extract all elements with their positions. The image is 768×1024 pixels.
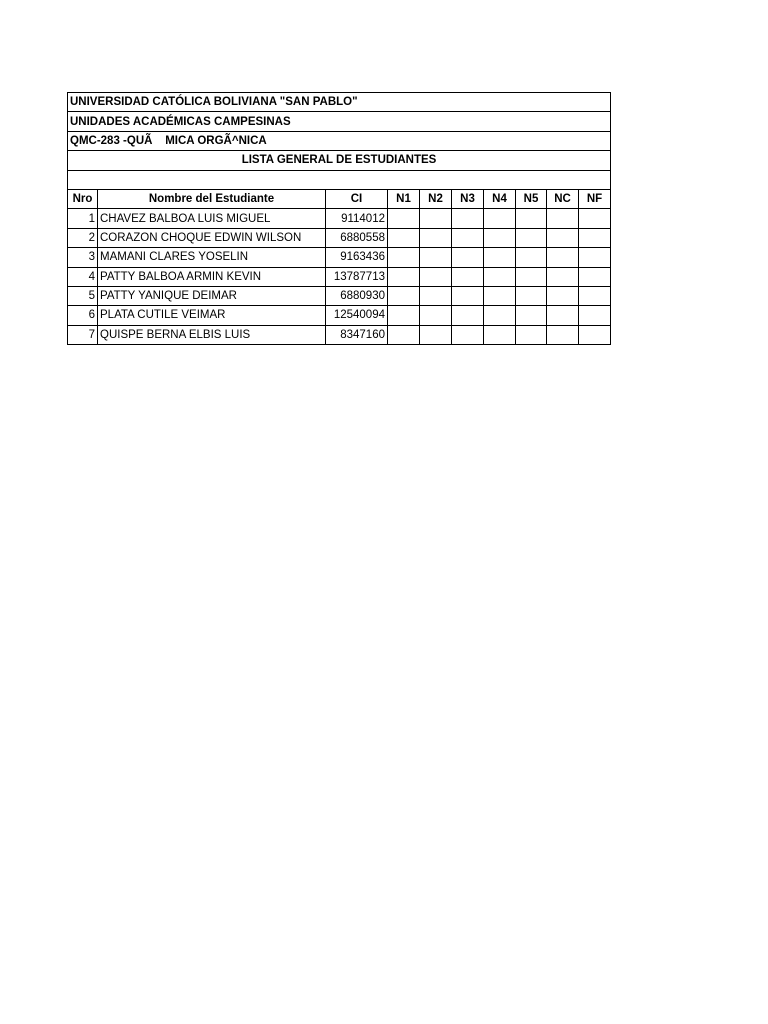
grade-n3-cell[interactable] (452, 228, 484, 247)
column-header-n3: N3 (452, 189, 484, 208)
student-nro: 7 (68, 325, 98, 344)
grade-n4-cell[interactable] (484, 248, 516, 267)
unit-row (68, 112, 611, 131)
blank-row (68, 170, 611, 189)
column-header-n5: N5 (516, 189, 547, 208)
course-name: QMC-283 -QUÃ MICA ORGÃ^NICA (68, 131, 611, 150)
student-nro: 6 (68, 306, 98, 325)
student-nro: 2 (68, 228, 98, 247)
grade-n4-cell[interactable] (484, 209, 516, 228)
grade-n5-cell[interactable] (516, 248, 547, 267)
grade-nf-cell[interactable] (579, 325, 611, 344)
grade-n5-cell[interactable] (516, 267, 547, 286)
grade-n5-cell[interactable] (516, 228, 547, 247)
student-name: QUISPE BERNA ELBIS LUIS (98, 325, 326, 344)
student-ci: 9163436 (326, 248, 388, 267)
student-list-sheet (67, 92, 610, 345)
grade-n4-cell[interactable] (484, 228, 516, 247)
grade-n1-cell[interactable] (388, 325, 420, 344)
grade-nc-cell[interactable] (547, 267, 579, 286)
table-row (68, 248, 611, 267)
column-header-n1: N1 (388, 189, 420, 208)
grade-n4-cell[interactable] (484, 267, 516, 286)
student-ci: 6880930 (326, 286, 388, 305)
grade-nc-cell[interactable] (547, 209, 579, 228)
student-nro: 5 (68, 286, 98, 305)
grade-nf-cell[interactable] (579, 267, 611, 286)
table-row (68, 267, 611, 286)
student-nro: 3 (68, 248, 98, 267)
column-header-ci: CI (326, 189, 388, 208)
grade-n1-cell[interactable] (388, 267, 420, 286)
grade-n4-cell[interactable] (484, 286, 516, 305)
grade-n2-cell[interactable] (420, 228, 452, 247)
grade-nc-cell[interactable] (547, 248, 579, 267)
grade-n1-cell[interactable] (388, 228, 420, 247)
table-row (68, 286, 611, 305)
column-header-n4: N4 (484, 189, 516, 208)
grade-nc-cell[interactable] (547, 306, 579, 325)
column-header-row (68, 189, 611, 208)
grade-n2-cell[interactable] (420, 267, 452, 286)
column-header-nc: NC (547, 189, 579, 208)
grade-nf-cell[interactable] (579, 209, 611, 228)
grade-nc-cell[interactable] (547, 286, 579, 305)
column-header-n2: N2 (420, 189, 452, 208)
table-row (68, 306, 611, 325)
grade-nc-cell[interactable] (547, 228, 579, 247)
grade-nf-cell[interactable] (579, 228, 611, 247)
grade-nf-cell[interactable] (579, 306, 611, 325)
grade-n1-cell[interactable] (388, 248, 420, 267)
grade-n3-cell[interactable] (452, 325, 484, 344)
grade-n5-cell[interactable] (516, 306, 547, 325)
grade-nf-cell[interactable] (579, 248, 611, 267)
student-name: PATTY YANIQUE DEIMAR (98, 286, 326, 305)
grade-n3-cell[interactable] (452, 267, 484, 286)
blank-cell (68, 170, 611, 189)
grade-n3-cell[interactable] (452, 286, 484, 305)
student-name: PATTY BALBOA ARMIN KEVIN (98, 267, 326, 286)
university-row (68, 93, 611, 112)
university-name: UNIVERSIDAD CATÓLICA BOLIVIANA "SAN PABLO" (68, 93, 611, 112)
grade-n2-cell[interactable] (420, 325, 452, 344)
grade-nc-cell[interactable] (547, 325, 579, 344)
grade-n1-cell[interactable] (388, 306, 420, 325)
student-nro: 4 (68, 267, 98, 286)
grade-n2-cell[interactable] (420, 286, 452, 305)
grade-n2-cell[interactable] (420, 248, 452, 267)
grade-n3-cell[interactable] (452, 248, 484, 267)
table-row (68, 228, 611, 247)
grade-n3-cell[interactable] (452, 306, 484, 325)
student-ci: 9114012 (326, 209, 388, 228)
student-name: CHAVEZ BALBOA LUIS MIGUEL (98, 209, 326, 228)
grade-n1-cell[interactable] (388, 286, 420, 305)
student-name: MAMANI CLARES YOSELIN (98, 248, 326, 267)
grade-n5-cell[interactable] (516, 325, 547, 344)
grade-n4-cell[interactable] (484, 325, 516, 344)
student-nro: 1 (68, 209, 98, 228)
student-ci: 12540094 (326, 306, 388, 325)
column-header-name: Nombre del Estudiante (98, 189, 326, 208)
grade-n4-cell[interactable] (484, 306, 516, 325)
grade-n2-cell[interactable] (420, 306, 452, 325)
student-ci: 13787713 (326, 267, 388, 286)
grade-n5-cell[interactable] (516, 286, 547, 305)
list-title: LISTA GENERAL DE ESTUDIANTES (68, 151, 611, 170)
student-name: PLATA CUTILE VEIMAR (98, 306, 326, 325)
academic-unit: UNIDADES ACADÉMICAS CAMPESINAS (68, 112, 611, 131)
grade-n3-cell[interactable] (452, 209, 484, 228)
column-header-nro: Nro (68, 189, 98, 208)
grade-nf-cell[interactable] (579, 286, 611, 305)
student-ci: 8347160 (326, 325, 388, 344)
table-row (68, 325, 611, 344)
grade-n5-cell[interactable] (516, 209, 547, 228)
list-title-row (68, 151, 611, 170)
grade-n2-cell[interactable] (420, 209, 452, 228)
student-ci: 6880558 (326, 228, 388, 247)
course-row (68, 131, 611, 150)
column-header-nf: NF (579, 189, 611, 208)
student-list-table (67, 92, 611, 345)
student-name: CORAZON CHOQUE EDWIN WILSON (98, 228, 326, 247)
grade-n1-cell[interactable] (388, 209, 420, 228)
table-row (68, 209, 611, 228)
